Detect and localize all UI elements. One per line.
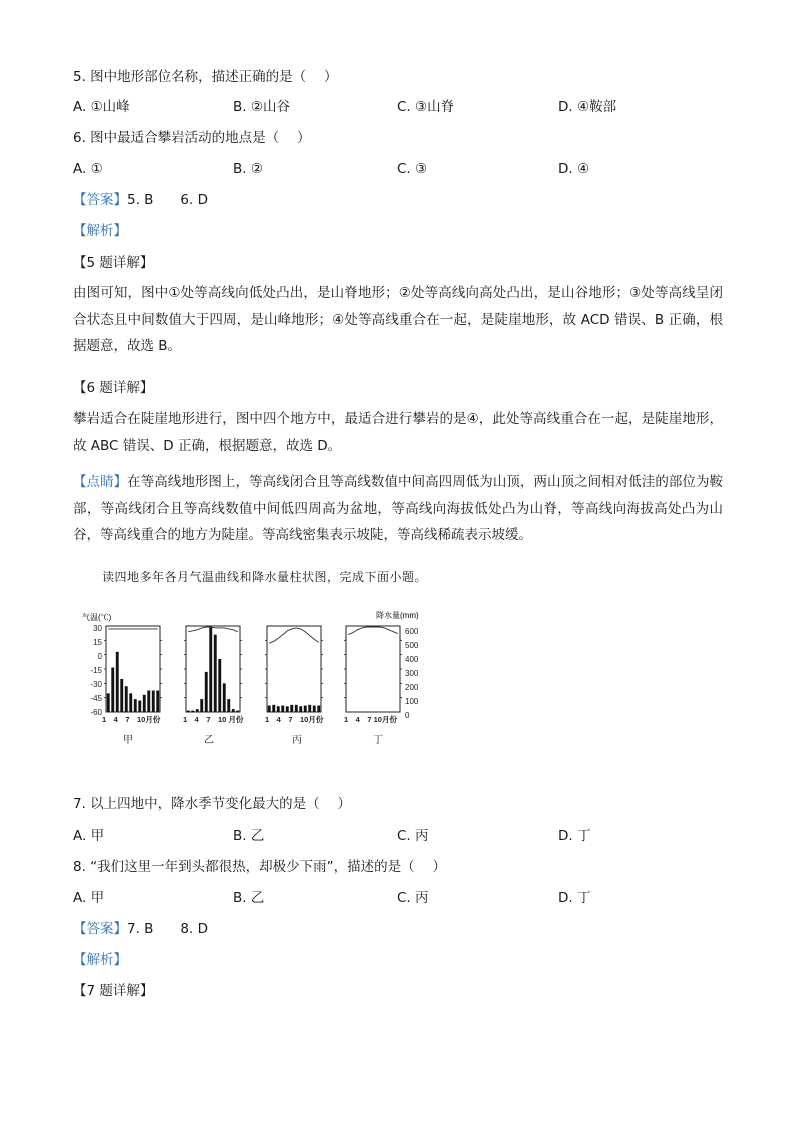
precipitation-bar xyxy=(227,699,230,712)
precip-tick: 0 xyxy=(405,711,410,720)
q5-option-c: C. ③山脊 xyxy=(397,99,455,115)
climate-chart-figure xyxy=(80,608,440,748)
tip-paragraph xyxy=(73,469,723,549)
month-ticks-jia: 1 4 7 10月份 xyxy=(102,715,161,724)
precipitation-bar xyxy=(116,652,119,712)
detail-7-title: 【7 题详解】 xyxy=(73,983,154,999)
precipitation-bar xyxy=(232,709,235,712)
answer-tag: 【答案】 xyxy=(73,192,127,208)
q7-option-d: D. 丁 xyxy=(558,828,591,844)
precipitation-bar xyxy=(200,699,203,712)
detail-5-title: 【5 题详解】 xyxy=(73,255,154,271)
precipitation-bar xyxy=(138,701,141,712)
precipitation-bar xyxy=(111,668,114,712)
temperature-axis-title: 气温(℃) xyxy=(82,613,112,622)
precipitation-bar xyxy=(290,705,293,712)
q7-option-a: A. 甲 xyxy=(73,828,105,844)
precip-tick: 200 xyxy=(405,683,419,692)
precipitation-bar xyxy=(308,705,311,712)
precipitation-bar xyxy=(205,672,208,712)
temp-tick: -15 xyxy=(90,666,102,675)
q8-option-d: D. 丁 xyxy=(558,890,591,906)
precipitation-bar xyxy=(236,711,239,712)
precipitation-bar xyxy=(209,627,212,712)
q8-option-c: C. 丙 xyxy=(397,890,429,906)
temperature-curve xyxy=(188,627,238,632)
question-7-stem: 7. 以上四地中，降水季节变化最大的是（ ） xyxy=(73,796,351,812)
precip-tick: 500 xyxy=(405,641,419,650)
precipitation-bar xyxy=(129,693,132,712)
detail-5-text: 由图可知，图中①处等高线向低处凸出，是山脊地形；②处等高线向高处凸出，是山谷地形；③处等高线呈闭合状态且中间数值大于四周，是山峰地形；④处等高线重合在一起，是陡崖地形，故 ACD 错误、B 正确，根据题意，故选 B。 xyxy=(73,285,723,354)
answer-text: 5. B 6. D xyxy=(127,192,208,208)
temp-tick: 30 xyxy=(93,624,102,633)
month-ticks-bing: 1 4 7 10月份 xyxy=(265,715,324,724)
answer-line-2 xyxy=(73,919,208,939)
panel-label-bing: 丙 xyxy=(292,735,302,746)
question-5-stem: 5. 图中地形部位名称，描述正确的是（ ） xyxy=(73,69,338,85)
temperature-curve xyxy=(269,628,319,643)
precipitation-bar xyxy=(268,706,271,712)
q5-option-a: A. ①山峰 xyxy=(73,99,130,115)
precipitation-bar xyxy=(295,705,298,712)
panel-label-ding: 丁 xyxy=(373,735,383,746)
panel-label-yi: 乙 xyxy=(204,735,214,746)
temp-tick: 0 xyxy=(97,652,102,661)
precipitation-bar xyxy=(218,659,221,712)
detail-6-title: 【6 题详解】 xyxy=(73,380,154,396)
detail-6-text: 攀岩适合在陡崖地形进行，图中四个地方中，最适合进行攀岩的是④，此处等高线重合在一起，是陡崖地形，故 ABC 错误、D 正确，根据题意，故选 D。 xyxy=(73,411,723,454)
q6-option-d: D. ④ xyxy=(558,161,590,177)
q7-option-b: B. 乙 xyxy=(233,828,265,844)
precipitation-bar xyxy=(196,709,199,712)
q6-option-c: C. ③ xyxy=(397,161,428,177)
temp-tick: -30 xyxy=(90,680,102,689)
precip-tick: 400 xyxy=(405,655,419,664)
precipitation-bar xyxy=(125,686,128,712)
precipitation-bar xyxy=(187,711,190,712)
precipitation-bar xyxy=(277,706,280,712)
precipitation-bar xyxy=(147,691,150,713)
answer-text: 7. B 8. D xyxy=(127,921,208,937)
question-6-stem: 6. 图中最适合攀岩活动的地点是（ ） xyxy=(73,130,311,146)
precipitation-bar xyxy=(281,706,284,712)
precip-tick: 300 xyxy=(405,669,419,678)
precipitation-bar xyxy=(223,683,226,712)
precipitation-bar xyxy=(272,705,275,712)
tip-tag: 【点睛】 xyxy=(73,474,128,490)
temp-tick: -60 xyxy=(90,708,102,717)
precip-tick: 100 xyxy=(405,697,419,706)
precipitation-bar xyxy=(107,693,110,712)
precipitation-bar xyxy=(143,695,146,712)
q6-option-b: B. ② xyxy=(233,161,263,177)
month-ticks-yi: 1 4 7 10 月份 xyxy=(183,715,244,724)
panel-frame xyxy=(186,626,240,712)
question-8-stem: 8. “我们这里一年到头都很热，却极少下雨”，描述的是（ ） xyxy=(73,859,446,875)
q7-option-c: C. 丙 xyxy=(397,828,429,844)
precipitation-bar xyxy=(299,706,302,712)
precipitation-bar xyxy=(152,691,155,713)
panel-frame xyxy=(346,626,400,712)
precipitation-bar xyxy=(156,691,159,713)
precipitation-bar xyxy=(214,635,217,712)
answer-tag: 【答案】 xyxy=(73,921,127,937)
precipitation-axis-title: 降水量(mm) xyxy=(376,611,419,620)
answer-line-1 xyxy=(73,190,208,210)
precipitation-bar xyxy=(286,706,289,712)
analysis-heading-1: 【解析】 xyxy=(73,223,127,239)
precipitation-bar xyxy=(134,699,137,712)
precipitation-bar xyxy=(313,706,316,712)
temp-tick: -45 xyxy=(90,694,102,703)
figure-caption: 读四地多年各月气温曲线和降水量柱状图，完成下面小题。 xyxy=(102,570,428,584)
panel-frame xyxy=(267,626,321,712)
precipitation-bar xyxy=(317,706,320,712)
panel-label-jia: 甲 xyxy=(123,735,133,746)
q5-option-d: D. ④鞍部 xyxy=(558,99,617,115)
precipitation-bar xyxy=(191,711,194,712)
month-ticks-ding: 1 4 7 10月份 xyxy=(344,715,397,724)
precipitation-bar xyxy=(304,706,307,712)
precipitation-bar xyxy=(120,679,123,712)
tip-text: 在等高线地形图上，等高线闭合且等高线数值中间高四周低为山顶，两山顶之间相对低洼的部位为鞍部，等高线闭合且等高线数值中间低四周高为盆地，等高线向海拔低处凸为山脊，等高线向海拔高处凸为山谷，等高线重合的地方为陡崖。等高线密集表示坡陡，等高线稀疏表示坡缓。 xyxy=(73,474,724,543)
temperature-curve xyxy=(348,627,398,635)
precip-tick: 600 xyxy=(405,627,419,636)
q8-option-b: B. 乙 xyxy=(233,890,265,906)
temp-tick: 15 xyxy=(93,638,102,647)
q5-option-b: B. ②山谷 xyxy=(233,99,290,115)
q6-option-a: A. ① xyxy=(73,161,103,177)
q8-option-a: A. 甲 xyxy=(73,890,105,906)
analysis-heading-2: 【解析】 xyxy=(73,952,127,968)
